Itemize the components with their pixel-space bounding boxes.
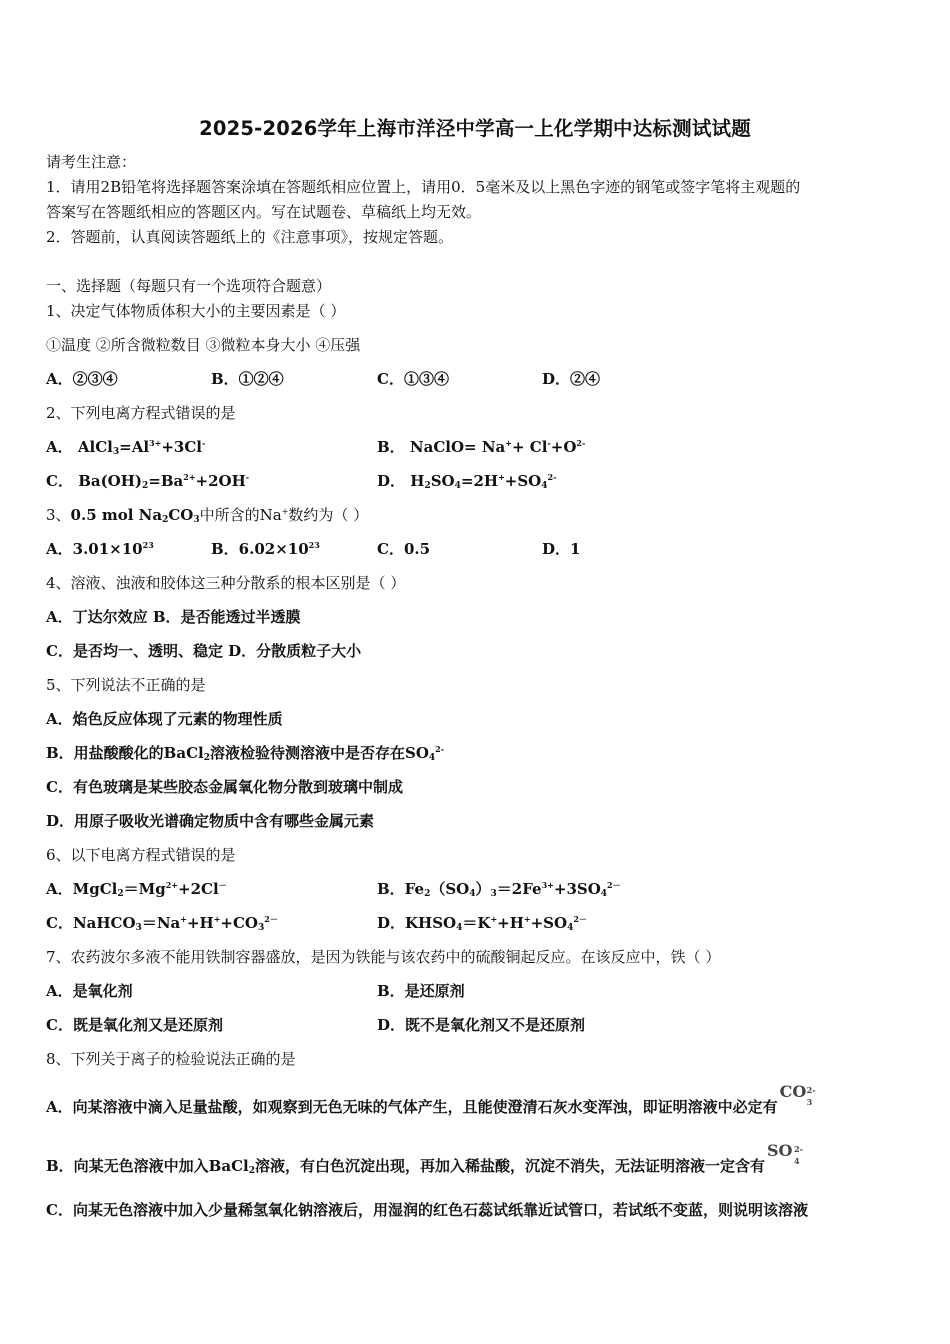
q6-option-b: B．$Fe_2(SO_4)_3=2Fe^{3+}+3SO_4^{2-}$ xyxy=(377,880,621,899)
q6-option-c: C．$NaHCO_3=Na^++H^++CO_3^{2-}$ xyxy=(46,914,278,933)
q4-options-cd: C．是否均一、透明、稳定 D．分散质粒子大小 xyxy=(46,642,362,660)
section-heading: 一、选择题（每题只有一个选项符合题意） xyxy=(46,277,332,295)
q6-option-a: A．$MgCl_2=Mg^{2+}+2Cl^-$ xyxy=(46,880,227,899)
page-title: 2025-2026学年上海市洋泾中学高一上化学期中达标测试试题 xyxy=(199,117,751,140)
q1-option-d: D．②④ xyxy=(542,370,601,388)
notice-line-2: 答案写在答题纸相应的答题区内。写在试题卷、草稿纸上均无效。 xyxy=(46,203,482,221)
q1-factors: ①温度 ②所含微粒数目 ③微粒本身大小 ④压强 xyxy=(46,336,361,354)
q6-option-d: D．$KHSO_4=K^++H^++SO_4^{2-}$ xyxy=(377,914,587,933)
q6-stem: 6、以下电离方程式错误的是 xyxy=(46,846,236,864)
sulfate-ion-formula: SO 2- 4 xyxy=(767,1141,803,1166)
carbonate-ion-formula: CO 2- 3 xyxy=(779,1082,816,1107)
q3-option-c: C．0.5 xyxy=(377,540,431,558)
q1-option-b: B．①②④ xyxy=(211,370,284,388)
q1-option-c: C．①③④ xyxy=(377,370,449,388)
q2-stem: 2、下列电离方程式错误的是 xyxy=(46,404,236,422)
notice-line-1: 1．请用2B铅笔将选择题答案涂填在答题纸相应位置上，请用0．5毫米及以上黑色字迹的钢笔或签字笔将主观题的 xyxy=(46,178,801,196)
q3-stem: 3、0.5 mol $Na_2CO_3$中所含的Na+数约为（ ） xyxy=(46,506,369,525)
q3-option-b: B．$6.02\times 10^{23}$ xyxy=(211,540,320,558)
q1-stem: 1、决定气体物质体积大小的主要因素是（ ） xyxy=(46,302,346,320)
q5-option-b: B．用盐酸酸化的BaCl$_2$溶液检验待测溶液中是否存在$SO_4^{2-}$ xyxy=(46,744,445,763)
q7-option-a: A．是氧化剂 xyxy=(46,982,133,1000)
q7-option-b: B．是还原剂 xyxy=(377,982,465,1000)
q8-option-c: C．向某无色溶液中加入少量稀氢氧化钠溶液后，用湿润的红色石蕊试纸靠近试管口，若试纸不变蓝，则说明该溶液 xyxy=(46,1201,808,1219)
q1-option-a: A．②③④ xyxy=(46,370,118,388)
q7-option-d: D．既不是氧化剂又不是还原剂 xyxy=(377,1016,586,1034)
q7-option-c: C．既是氧化剂又是还原剂 xyxy=(46,1016,223,1034)
q4-stem: 4、溶液、浊液和胶体这三种分散系的根本区别是（ ） xyxy=(46,574,406,592)
q8-stem: 8、下列关于离子的检验说法正确的是 xyxy=(46,1050,296,1068)
q2-option-c: C． $Ba(OH)_2=Ba^{2+}+2OH^-$ xyxy=(46,472,250,491)
q8-option-a: A．向某溶液中滴入足量盐酸，如观察到无色无味的气体产生，且能使澄清石灰水变浑浊，即证明溶液中必定有 CO 2- 3 xyxy=(46,1082,816,1116)
q5-option-a: A．焰色反应体现了元素的物理性质 xyxy=(46,710,283,728)
q7-stem: 7、农药波尔多液不能用铁制容器盛放，是因为铁能与该农药中的硫酸铜起反应。在该反应中，铁（ ） xyxy=(46,948,721,966)
q5-option-d: D．用原子吸收光谱确定物质中含有哪些金属元素 xyxy=(46,812,375,830)
q4-options-ab: A．丁达尔效应 B．是否能透过半透膜 xyxy=(46,608,301,626)
q5-stem: 5、下列说法不正确的是 xyxy=(46,676,206,694)
q3-option-d: D．1 xyxy=(542,540,581,558)
q8-option-b: B．向某无色溶液中加入BaCl$_2$溶液，有白色沉淀出现，再加入稀盐酸，沉淀不消失，无法证明溶液一定含有 SO 2- 4 xyxy=(46,1141,803,1176)
notice-heading: 请考生注意： xyxy=(46,153,137,171)
q3-option-a: A．$3.01\times 10^{23}$ xyxy=(46,540,154,558)
notice-line-3: 2．答题前，认真阅读答题纸上的《注意事项》，按规定答题。 xyxy=(46,228,454,246)
q2-option-b: B． NaClO= $Na^++ Cl^-+O^{2-}$ xyxy=(377,438,586,456)
q5-option-c: C．有色玻璃是某些胶态金属氧化物分散到玻璃中制成 xyxy=(46,778,403,796)
q2-option-d: D． $H_2SO_4=2H^++SO_4^{2-}$ xyxy=(377,472,557,491)
q2-option-a: A． $AlCl_3=Al^{3+}+3Cl^-$ xyxy=(46,438,206,457)
